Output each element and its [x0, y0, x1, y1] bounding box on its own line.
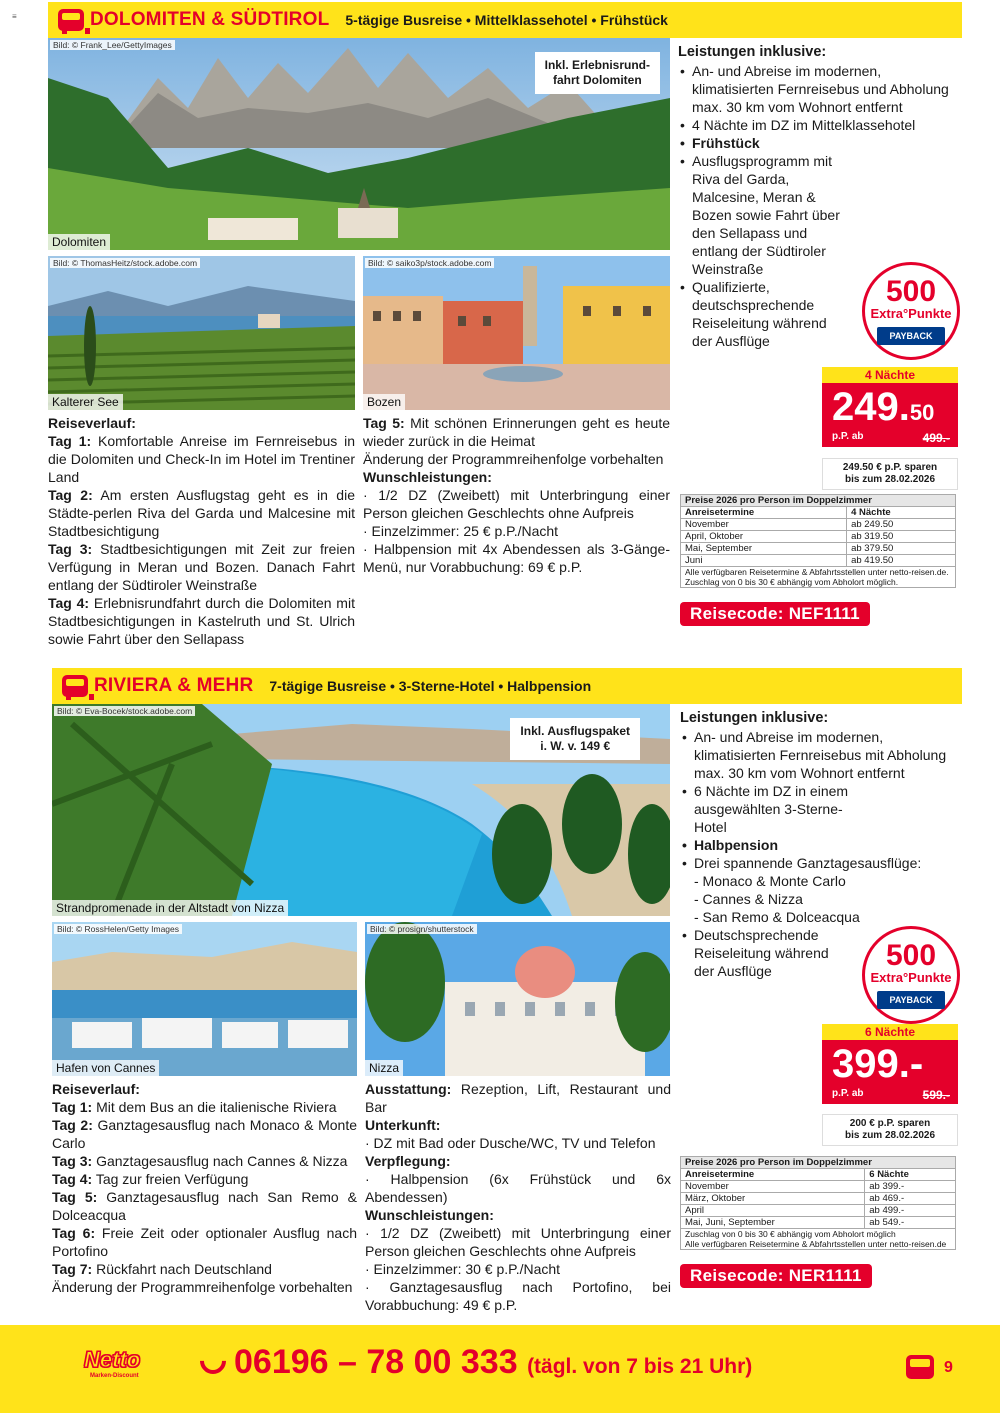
table-row — [681, 1217, 956, 1229]
text-line — [52, 1224, 357, 1260]
text-label: Wunschleistungen: — [363, 469, 492, 485]
hotline[interactable] — [200, 1343, 752, 1382]
table-title: Preise 2026 pro Person im Doppelzimmer — [681, 1157, 956, 1169]
text-label: Reiseverlauf: — [48, 415, 136, 431]
price-per-person: p.P. ab — [832, 431, 864, 442]
text-body: Komfortable Anreise im Fernreisebus in die Dolomiten und Check-In im Hotel im Trentiner Land — [48, 433, 355, 485]
travel-code: Reisecode: NEF1111 — [680, 602, 870, 626]
badge-line: Inkl. Erlebnisrund- — [544, 58, 650, 72]
text-body: · DZ mit Bad oder Dusche/WC, TV und Telefon — [365, 1135, 656, 1151]
table-cell-price: ab 549.- — [865, 1217, 956, 1229]
services-title: Leistungen inklusive: — [680, 710, 829, 726]
text-line — [363, 486, 670, 522]
table-cell-date: November — [681, 1181, 865, 1193]
text-line — [48, 594, 355, 648]
table-cell-price: ab 319.50 — [847, 531, 956, 543]
image-caption: Nizza — [365, 1060, 403, 1076]
table-row — [681, 519, 956, 531]
text-body: · Einzelzimmer: 30 € p.P./Nacht — [365, 1261, 561, 1277]
table-cell-date: April, Oktober — [681, 531, 847, 543]
text-label: Tag 2: — [48, 487, 93, 503]
savings-line: 249.50 € p.P. sparen — [842, 462, 938, 473]
image-dolomiten — [48, 38, 670, 250]
phone-number[interactable]: 06196 – 78 00 333 — [234, 1343, 518, 1381]
table-row — [681, 531, 956, 543]
text-body: Änderung der Programmreihenfolge vorbehalten — [363, 451, 664, 467]
table-cell-price: ab 379.50 — [847, 543, 956, 555]
text-body: · Ganztagesausflug nach Portofino, bei Vorabbuchung: 49 € p.P. — [365, 1279, 671, 1313]
image-caption: Hafen von Cannes — [52, 1060, 159, 1076]
text-line — [365, 1278, 671, 1314]
footnote-line: Alle verfügbaren Reisetermine & Abfahrtsstellen unter netto-reisen.de. — [685, 567, 949, 577]
text-line — [52, 1188, 357, 1224]
text-line — [52, 1170, 357, 1188]
feature-badge — [510, 718, 640, 760]
table-row — [681, 555, 956, 567]
text-label: Reiseverlauf: — [52, 1081, 140, 1097]
text-body: · Einzelzimmer: 25 € p.P./Nacht — [363, 523, 559, 539]
price-box — [822, 367, 958, 447]
text-line — [365, 1116, 671, 1134]
text-label: Wunschleistungen: — [365, 1207, 494, 1223]
text-body: Ganztagesausflug nach Monaco & Monte Carlo — [52, 1117, 357, 1151]
netto-logo — [84, 1347, 160, 1383]
text-body: Mit schönen Erinnerungen geht es heute wieder zurück in die Heimat — [363, 415, 670, 449]
table-row — [681, 543, 956, 555]
text-line — [365, 1152, 671, 1170]
text-line — [48, 486, 355, 540]
logo-wordmark: Netto — [84, 1347, 141, 1372]
text-label: Tag 7: — [52, 1261, 93, 1277]
text-line — [365, 1260, 671, 1278]
text-line — [48, 540, 355, 594]
badge-line: i. W. v. 149 € — [540, 739, 611, 753]
text-label: Unterkunft: — [365, 1117, 441, 1133]
text-label: Tag 1: — [52, 1099, 93, 1115]
text-label: Tag 4: — [52, 1171, 93, 1187]
page-number: 9 — [944, 1359, 953, 1376]
table-cell-date: November — [681, 519, 847, 531]
feature-badge — [535, 52, 660, 94]
text-line — [52, 1116, 357, 1152]
service-item: • An- und Abreise im modernen, klimatisierten Fernreisebus und Abholung max. 30 km vom Wohnort entfernt — [678, 62, 958, 116]
text-body: Tag zur freien Verfügung — [92, 1171, 249, 1187]
service-item: • An- und Abreise im modernen, klimatisierten Fernreisebus mit Abholung max. 30 km vom Wohnort entfernt — [680, 728, 960, 782]
savings-line: bis zum 28.02.2026 — [844, 1130, 936, 1141]
bus-icon — [62, 675, 88, 697]
text-line — [52, 1152, 357, 1170]
offer-subtitle: 7-tägige Busreise • 3-Sterne-Hotel • Halbpension — [269, 678, 592, 694]
image-credit: Bild: © Frank_Lee/GettyImages — [50, 40, 175, 50]
travel-code: Reisecode: NER1111 — [680, 1264, 872, 1288]
service-item: • Deutschsprechende Reiseleitung während der Ausflüge — [680, 926, 850, 980]
image-bozen — [363, 256, 670, 410]
table-cell-date: Mai, September — [681, 543, 847, 555]
table-cell-price: ab 469.- — [865, 1193, 956, 1205]
price-table — [680, 494, 956, 588]
excursion-item: - San Remo & Dolceacqua — [694, 909, 860, 925]
savings-note — [822, 1114, 958, 1146]
text-body: · Halbpension mit 4x Abendessen als 3-Gänge-Menü, nur Vorabbuchung: 69 € p.P. — [363, 541, 670, 575]
price-old: 499.- — [922, 431, 950, 445]
itinerary-column — [48, 414, 355, 648]
table-cell-date: Mai, Juni, September — [681, 1217, 865, 1229]
text-label: Tag 3: — [52, 1153, 93, 1169]
text-body: Stadtbesichtigungen mit Zeit zur freien Verfügung in Meran und Bozen. Danach Fahrt entlang der Südtiroler Weinstraße — [48, 541, 355, 593]
service-item: • Drei spannende Ganztagesausflüge: — [680, 854, 960, 872]
text-line — [365, 1080, 671, 1116]
text-line — [365, 1134, 671, 1152]
offer-header-riviera — [52, 668, 962, 704]
table-cell-date: April — [681, 1205, 865, 1217]
text-line — [52, 1278, 357, 1296]
text-body: Erlebnisrundfahrt durch die Dolomiten mit Stadtbesichtigungen in Kastelruth und St. Ulrich sowie Fahrt über den Sellapass — [48, 595, 355, 647]
logo-subline: Marken-Discount — [90, 1373, 139, 1379]
footnote-line: Zuschlag von 0 bis 30 € abhängig vom Abholort möglich. — [685, 577, 899, 587]
text-line — [363, 414, 670, 450]
savings-line: bis zum 28.02.2026 — [844, 474, 936, 485]
footnote-line: Zuschlag von 0 bis 30 € abhängig vom Abholort möglich — [685, 1229, 896, 1239]
payback-points: 500 — [885, 939, 937, 972]
badge-line: Inkl. Ausflugspaket — [520, 724, 630, 738]
table-row — [681, 1193, 956, 1205]
service-item: • Qualifizierte, deutschsprechende Reiseleitung während der Ausflüge — [678, 278, 828, 350]
image-credit: Bild: © ThomasHeitz/stock.adobe.com — [50, 258, 200, 268]
table-cell-date: Juni — [681, 555, 847, 567]
bus-icon — [906, 1355, 934, 1379]
text-label: Tag 2: — [52, 1117, 93, 1133]
text-body: · 1/2 DZ (Zweibett) mit Unterbringung einer Person gleichen Geschlechts ohne Aufpreis — [363, 487, 670, 521]
table-col-header: 4 Nächte — [847, 507, 956, 519]
price-nights: 6 Nächte — [822, 1024, 958, 1040]
payback-label: Extra°Punkte — [870, 306, 952, 321]
payback-badge — [862, 262, 960, 360]
table-col-header: Anreisetermine — [681, 1169, 865, 1181]
text-label: Ausstattung: — [365, 1081, 452, 1097]
image-credit: Bild: © saiko3p/stock.adobe.com — [365, 258, 494, 268]
image-caption: Strandpromenade in der Altstadt von Nizza — [52, 900, 288, 916]
table-cell-price: ab 499.- — [865, 1205, 956, 1217]
text-line — [365, 1224, 671, 1260]
image-nizza — [365, 922, 670, 1076]
price-cents: 50 — [909, 400, 935, 425]
price-table — [680, 1156, 956, 1250]
table-row — [681, 1205, 956, 1217]
table-footnote — [681, 567, 956, 588]
price-main: 249. — [832, 385, 910, 429]
payback-badge — [862, 926, 960, 1024]
service-item: • Ausflugsprogramm mit Riva del Garda, Malcesine, Meran & Bozen sowie Fahrt über den Sellapass und entlang der Südtiroler Weinstraße — [678, 152, 848, 278]
excursion-item: - Cannes & Nizza — [694, 891, 803, 907]
text-label: Tag 1: — [48, 433, 92, 449]
image-caption: Dolomiten — [48, 234, 110, 250]
footnote-line: Alle verfügbaren Reisetermine & Abfahrtsstellen unter netto-reisen.de — [685, 1239, 947, 1249]
text-line — [363, 540, 670, 576]
menu-mark: ≡ — [12, 12, 17, 21]
payback-points: 500 — [885, 275, 937, 308]
extras-column — [363, 414, 670, 576]
offer-destination: DOLOMITEN & SÜDTIROL — [90, 9, 330, 30]
text-line — [365, 1170, 671, 1206]
price-value: 399.- — [832, 1042, 924, 1086]
text-line — [48, 414, 355, 432]
footer-bar — [0, 1325, 1000, 1413]
text-line — [363, 468, 670, 486]
payback-logo: PAYBACK — [877, 327, 945, 345]
text-body: · 1/2 DZ (Zweibett) mit Unterbringung einer Person gleichen Geschlechts ohne Aufpreis — [365, 1225, 671, 1259]
service-item: • Frühstück — [678, 134, 958, 152]
text-line — [52, 1080, 357, 1098]
table-row — [681, 1181, 956, 1193]
bus-icon — [58, 9, 84, 31]
text-body: · Halbpension (6x Frühstück und 6x Abendessen) — [365, 1171, 671, 1205]
service-item: • 4 Nächte im DZ im Mittelklassehotel — [678, 116, 958, 134]
text-label: Tag 5: — [52, 1189, 98, 1205]
offer-header-dolomiten — [48, 2, 962, 38]
text-label: Tag 5: — [363, 415, 405, 431]
table-title: Preise 2026 pro Person im Doppelzimmer — [681, 495, 956, 507]
image-credit: Bild: © Eva-Bocek/stock.adobe.com — [54, 706, 195, 716]
table-cell-price: ab 399.- — [865, 1181, 956, 1193]
excursion-list — [680, 872, 960, 926]
services-list — [680, 728, 960, 872]
image-credit: Bild: © RossHelen/Getty Images — [54, 924, 182, 934]
service-item: • Halbpension — [680, 836, 960, 854]
hotline-hours: (tägl. von 7 bis 21 Uhr) — [527, 1355, 753, 1378]
price-box — [822, 1024, 958, 1104]
image-credit: Bild: © prosign/shutterstock — [367, 924, 477, 934]
price-old: 599.- — [922, 1088, 950, 1102]
text-body: Änderung der Programmreihenfolge vorbehalten — [52, 1279, 353, 1295]
image-kalterer-see — [48, 256, 355, 410]
table-footnote — [681, 1229, 956, 1250]
text-line — [52, 1260, 357, 1278]
badge-line: fahrt Dolomiten — [552, 73, 642, 87]
text-line — [365, 1206, 671, 1224]
table-col-header: 6 Nächte — [865, 1169, 956, 1181]
service-item: • 6 Nächte im DZ in einem ausgewählten 3-Sterne-Hotel — [680, 782, 860, 836]
text-body: Ganztagesausflug nach Cannes & Nizza — [92, 1153, 348, 1169]
text-line — [48, 432, 355, 486]
offer-subtitle: 5-tägige Busreise • Mittelklassehotel • Frühstück — [345, 12, 668, 28]
text-line — [52, 1098, 357, 1116]
text-body: Rezeption, Lift, Restaurant und Bar — [365, 1081, 671, 1115]
text-body: Am ersten Ausflugstag geht es in die Städte-perlen Riva del Garda und Malcesine mit Stadtbesichtigung — [48, 487, 355, 539]
table-cell-price: ab 249.50 — [847, 519, 956, 531]
text-label: Tag 3: — [48, 541, 93, 557]
text-body: Ganztagesausflug nach San Remo & Dolceacqua — [52, 1189, 357, 1223]
savings-note — [822, 458, 958, 490]
offer-destination: RIVIERA & MEHR — [94, 675, 254, 696]
payback-logo: PAYBACK — [877, 991, 945, 1009]
services-title: Leistungen inklusive: — [678, 44, 827, 60]
phone-icon — [195, 1343, 232, 1380]
image-caption: Bozen — [363, 394, 405, 410]
price-per-person: p.P. ab — [832, 1088, 864, 1099]
text-body: Mit dem Bus an die italienische Riviera — [92, 1099, 337, 1115]
table-cell-date: März, Oktober — [681, 1193, 865, 1205]
payback-label: Extra°Punkte — [870, 970, 952, 985]
table-col-header: Anreisetermine — [681, 507, 847, 519]
text-body: Rückfahrt nach Deutschland — [92, 1261, 272, 1277]
text-line — [363, 522, 670, 540]
price-value — [822, 383, 958, 431]
text-label: Tag 6: — [52, 1225, 96, 1241]
price-nights: 4 Nächte — [822, 367, 958, 383]
image-hafen-cannes — [52, 922, 357, 1076]
savings-line: 200 € p.P. sparen — [849, 1118, 931, 1129]
text-label: Verpflegung: — [365, 1153, 451, 1169]
text-body: Freie Zeit oder optionaler Ausflug nach Portofino — [52, 1225, 357, 1259]
excursion-item: - Monaco & Monte Carlo — [694, 873, 846, 889]
text-label: Tag 4: — [48, 595, 90, 611]
image-caption: Kalterer See — [48, 394, 123, 410]
table-cell-price: ab 419.50 — [847, 555, 956, 567]
extras-column — [365, 1080, 671, 1314]
image-nizza-promenade — [52, 704, 670, 916]
itinerary-column — [52, 1080, 357, 1296]
text-line — [363, 450, 670, 468]
